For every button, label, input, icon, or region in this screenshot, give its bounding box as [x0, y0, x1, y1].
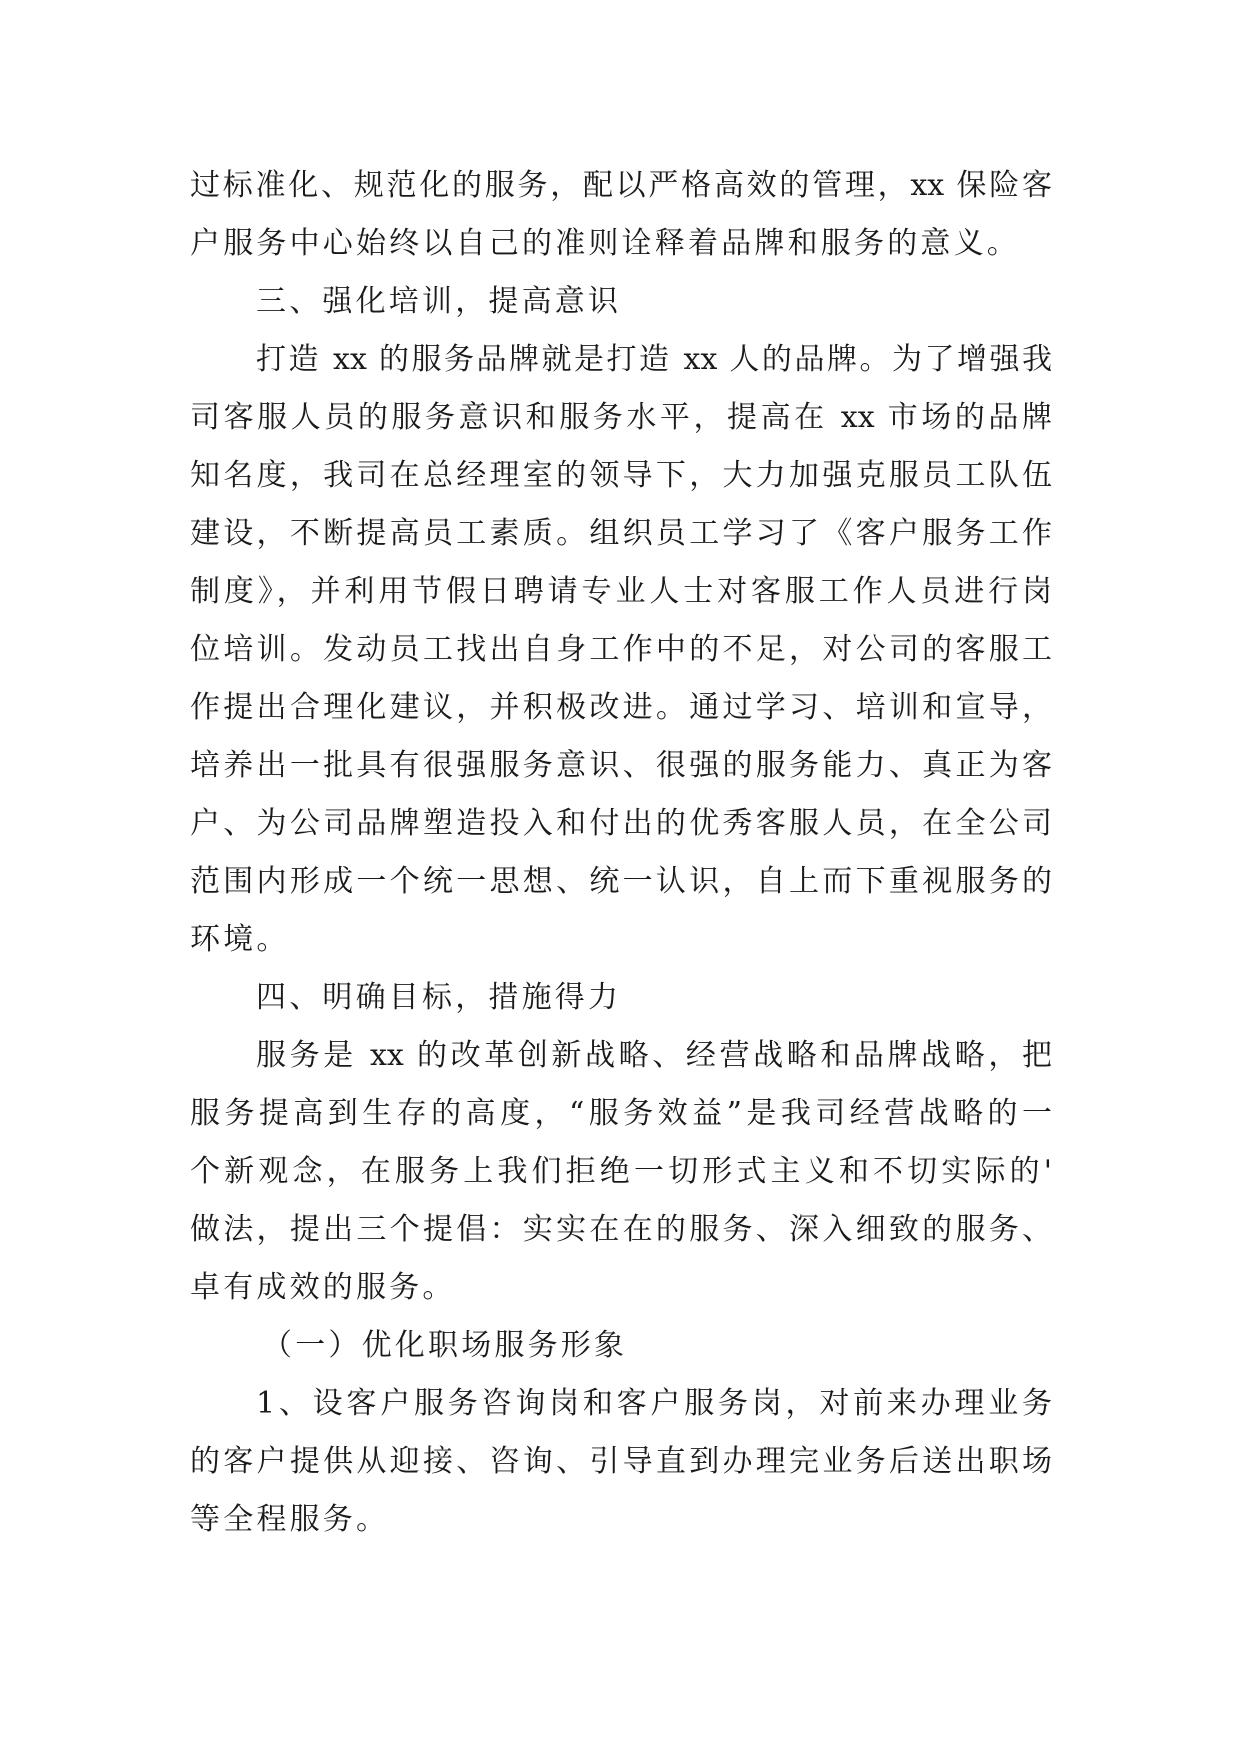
text-line: 户、为公司品牌塑造投入和付出的优秀客服人员，在全公司	[190, 806, 1052, 841]
text-line: 个新观念，在服务上我们拒绝一切形式主义和不切实际的'	[190, 1154, 1052, 1189]
text-line: 范围内形成一个统一思想、统一认识，自上而下重视服务的	[190, 864, 1052, 899]
text-line: 知名度，我司在总经理室的领导下，大力加强克服员工队伍	[190, 458, 1052, 493]
text-line: 建设，不断提高员工素质。组织员工学习了《客户服务工作	[190, 516, 1052, 551]
text-line: 培养出一批具有很强服务意识、很强的服务能力、真正为客	[190, 748, 1052, 783]
text-line: 位培训。发动员工找出自身工作中的不足，对公司的客服工	[190, 632, 1052, 667]
section-heading: 四、明确目标，措施得力	[256, 980, 622, 1015]
text-line: 过标准化、规范化的服务，配以严格高效的管理，xx 保险客	[190, 168, 1052, 203]
text-line: 1、设客户服务咨询岗和客户服务岗，对前来办理业务	[256, 1386, 1052, 1421]
text-line: 等全程服务。	[190, 1502, 390, 1537]
document-body	[190, 157, 1052, 1549]
section-heading: 三、强化培训，提高意识	[256, 284, 622, 319]
text-line: 的客户提供从迎接、咨询、引导直到办理完业务后送出职场	[190, 1444, 1052, 1479]
text-line: 服务提高到生存的高度，“服务效益”是我司经营战略的一	[190, 1096, 1052, 1131]
text-line: 打造 xx 的服务品牌就是打造 xx 人的品牌。为了增强我	[256, 342, 1052, 377]
text-line: 卓有成效的服务。	[190, 1270, 456, 1305]
text-line: 制度》，并利用节假日聘请专业人士对客服工作人员进行岗	[190, 574, 1052, 609]
subsection-heading: （一）优化职场服务形象	[262, 1328, 628, 1363]
text-line: 作提出合理化建议，并积极改进。通过学习、培训和宣导，	[190, 690, 1052, 725]
text-line: 服务是 xx 的改革创新战略、经营战略和品牌战略，把	[256, 1038, 1052, 1073]
text-line: 做法，提出三个提倡：实实在在的服务、深入细致的服务、	[190, 1212, 1052, 1247]
text-line: 户服务中心始终以自己的准则诠释着品牌和服务的意义。	[190, 226, 1020, 261]
text-line: 环境。	[190, 922, 290, 957]
text-line: 司客服人员的服务意识和服务水平，提高在 xx 市场的品牌	[190, 400, 1052, 435]
